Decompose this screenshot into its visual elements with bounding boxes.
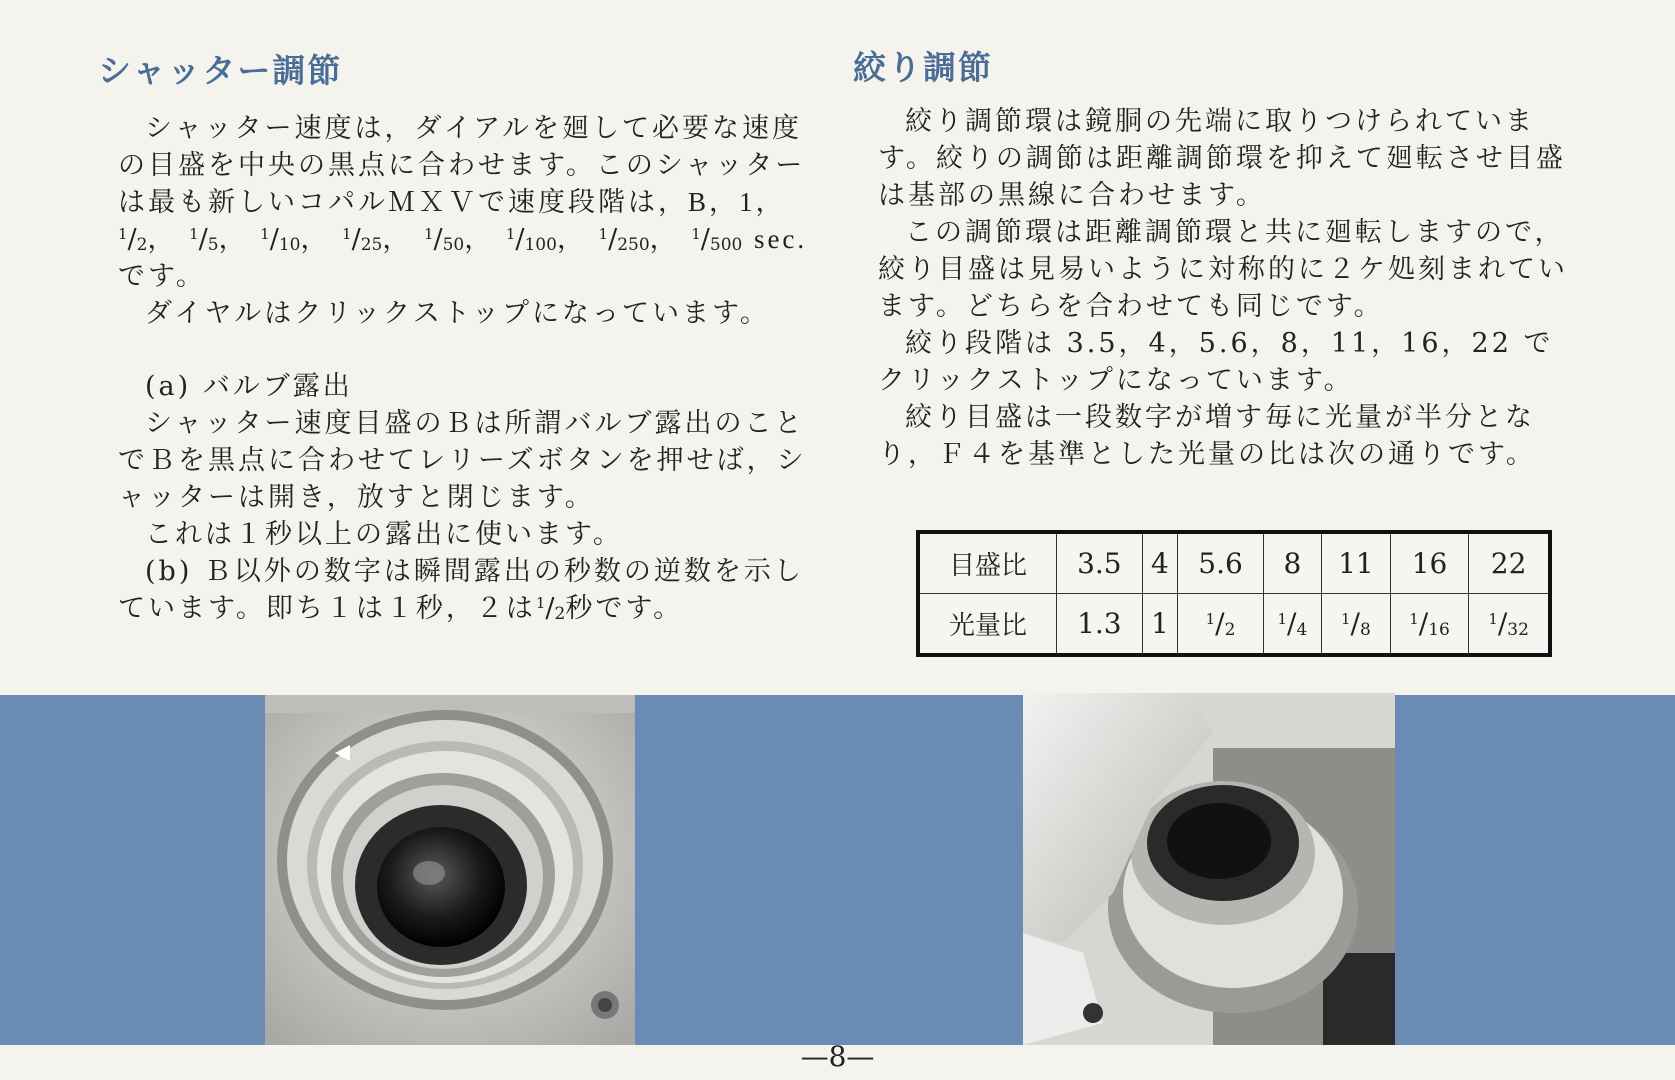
light-cell: $^1/_{32}$ bbox=[1469, 594, 1550, 656]
aperture-cell: 5.6 bbox=[1178, 532, 1264, 594]
aperture-paragraph-2: この調節環は距離調節環と共に廻転しますので，絞り目盛は見易いように対称的に２ケ処刻まれています。どちらを合わせても同じです。 bbox=[878, 217, 1568, 322]
bulb-paragraph-2: これは１秒以上の露出に使います。 bbox=[145, 519, 623, 550]
light-cell: $^1/_4$ bbox=[1263, 594, 1321, 656]
aperture-cell: 16 bbox=[1390, 532, 1468, 594]
aperture-heading: 絞り調節 bbox=[853, 48, 993, 87]
aperture-paragraph-3: 絞り段階は 3.5，4，5.6，8，11，16，22 でクリックストップになっています。 bbox=[878, 328, 1554, 396]
table-row bbox=[918, 594, 1550, 656]
light-cell: $^1/_{16}$ bbox=[1390, 594, 1468, 656]
row-label-scale: 目盛比 bbox=[918, 532, 1057, 594]
speed-fraction: $^1/_{250}$ bbox=[598, 224, 650, 255]
aperture-light-ratio-table bbox=[916, 530, 1552, 657]
light-cell: $^1/_8$ bbox=[1321, 594, 1390, 656]
shutter-paragraph-2: ダイヤルはクリックストップになっています。 bbox=[145, 298, 770, 329]
bulb-paragraph-1: シャッター速度目盛のＢは所謂バルブ露出のことでＢを黒点に合わせてレリーズボタンを押せば，シャッターは開き，放すと閉じます。 bbox=[118, 408, 807, 513]
light-cell: 1 bbox=[1142, 594, 1177, 656]
speed-suffix: sec. です。 bbox=[118, 224, 808, 291]
speed-fraction: $^1/_{500}$ bbox=[691, 224, 743, 255]
speed-fraction: $^1/_2$ bbox=[118, 224, 148, 255]
speed-fraction: $^1/_{100}$ bbox=[505, 224, 557, 255]
lens-front-image bbox=[265, 695, 635, 1045]
speed-fraction: $^1/_{50}$ bbox=[423, 224, 465, 255]
speed-prefix: B，1， bbox=[688, 187, 786, 217]
aperture-ring-photo bbox=[1023, 693, 1395, 1045]
aperture-hand-image bbox=[1023, 693, 1395, 1045]
aperture-cell: 4 bbox=[1142, 532, 1177, 594]
blue-band bbox=[0, 695, 1675, 1045]
aperture-section bbox=[878, 103, 1568, 473]
row-label-light: 光量比 bbox=[918, 594, 1057, 656]
shutter-heading: シャッター調節 bbox=[98, 51, 343, 90]
table-row bbox=[918, 532, 1550, 594]
aperture-cell: 22 bbox=[1469, 532, 1550, 594]
aperture-paragraph-1: 絞り調節環は鏡胴の先端に取りつけられています。絞りの調節は距離調節環を抑えて廻転させ目盛は基部の黒線に合わせます。 bbox=[878, 106, 1566, 211]
speed-fraction: $^1/_{25}$ bbox=[342, 224, 383, 255]
shutter-paragraph-1: シャッター速度は，ダイアルを廻して必要な速度の目盛を中央の黒点に合わせます。このシャッターは最も新しいコパルＭＸＶで速度段階は，B，1，$^1/_2$， $^1/_5$， $^1/_{10}$， $^1/_{25}$， $^1/_{50}$， $^1/_{100}$， $^1/_{250}$， $^1/_{500}$ sec. です。 bbox=[118, 113, 808, 291]
speed-fraction: $^1/_5$ bbox=[189, 224, 219, 255]
shutter-lens-photo bbox=[265, 695, 635, 1045]
aperture-cell: 3.5 bbox=[1057, 532, 1143, 594]
speed-fraction: $^1/_{10}$ bbox=[260, 224, 301, 255]
aperture-paragraph-4: 絞り目盛は一段数字が増す毎に光量が半分となり，Ｆ４を基準とした光量の比は次の通りです。 bbox=[878, 402, 1536, 470]
instant-exposure-paragraph: (b) Ｂ以外の数字は瞬間露出の秒数の逆数を示しています。即ち１は１秒，２は$^1/_2$秒です。 bbox=[118, 556, 804, 624]
light-cell: 1.3 bbox=[1057, 594, 1143, 656]
bulb-heading: (a) バルブ露出 bbox=[145, 371, 353, 402]
light-cell: $^1/_2$ bbox=[1178, 594, 1264, 656]
aperture-cell: 11 bbox=[1321, 532, 1390, 594]
page-number: —8— bbox=[800, 1040, 875, 1073]
shutter-section bbox=[118, 110, 808, 627]
aperture-cell: 8 bbox=[1263, 532, 1321, 594]
half-fraction: $^1/_2$ bbox=[535, 593, 566, 624]
shutter-text: シャッター速度は，ダイアルを廻して必要な速度の目盛を中央の黒点に合わせます。このシャッターは最も新しいコパルＭＸＶで速度段階は， bbox=[118, 113, 806, 218]
